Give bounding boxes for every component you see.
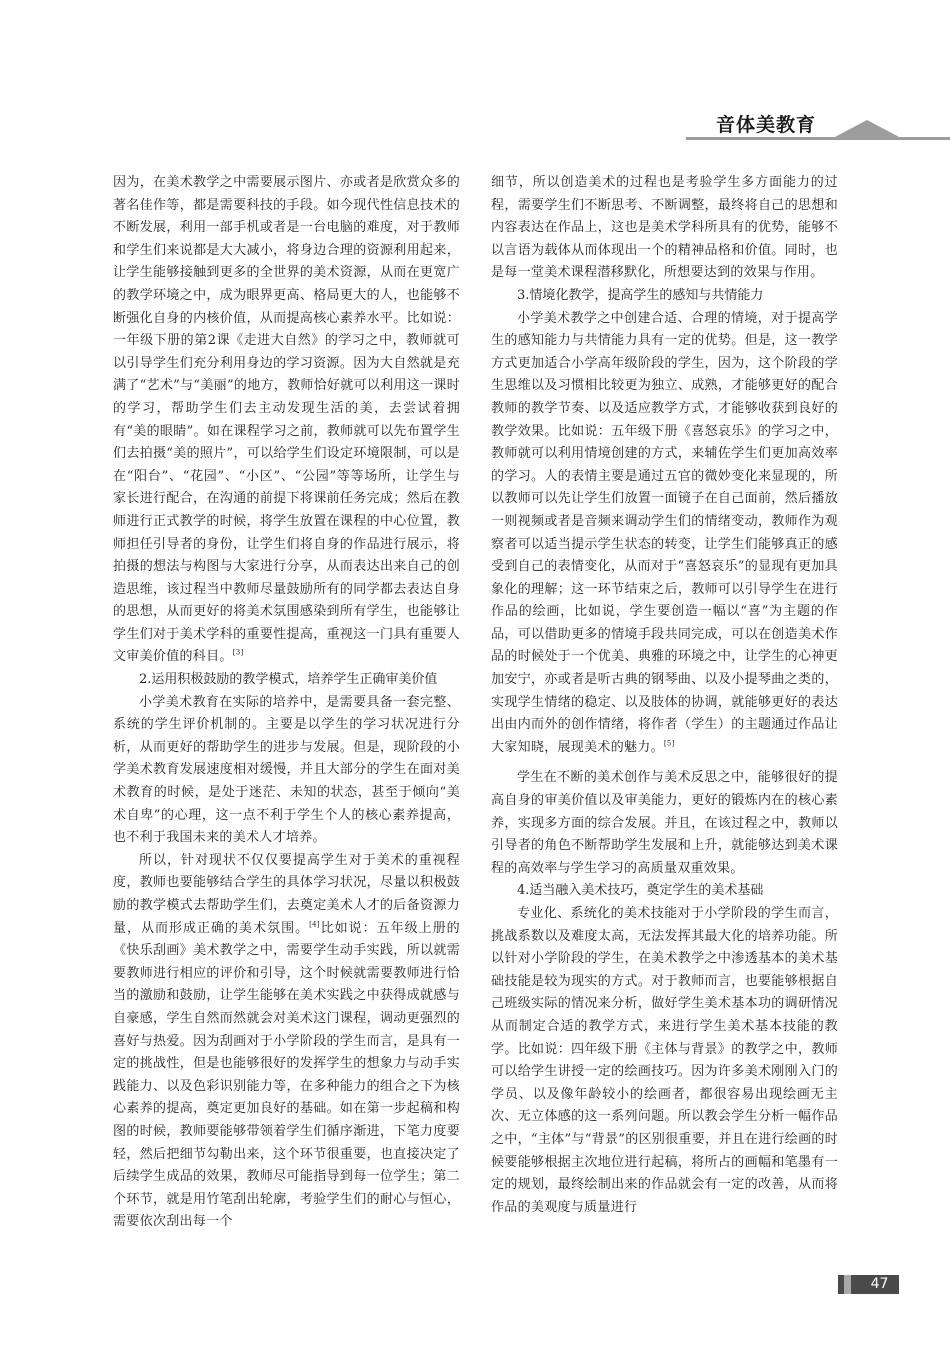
paragraph-text: 比如说：五年级上册的《快乐刮画》美术教学之中，需要学生动手实践，所以就需要教师进行相应的评价和引导，这个时候就需要教师进行恰当的激励和鼓励，让学生能够在美术实践之中获得成就感与自豪感，学生自然而然就会对美术这门课程，调动更强烈的喜好与热爱。因为刮画对于小学阶段的学生而言，是具有一定的挑战性，但是也能够很好的发挥学生的想象力与动手实践能力、以及色彩识别能力等，在多种能力的组合之下为核心素养的提高，奠定更加良好的基础。如在第一步起稿和构图的时候，教师要能够带领着学生们循序渐进，下笔力度要轻，然后把细节勾勒出来，这个环节很重要，也直接决定了后续学生成品的效果，教师尽可能指导到每一位学生；第二个环节，就是用竹笔刮出轮廓，考验学生们的耐心与恒心，需要依次刮出每一个 — [113, 920, 460, 1230]
paragraph — [491, 308, 838, 760]
paragraph: 学生在不断的美术创作与美术反思之中，能够很好的提高自身的审美价值以及审美能力，更好的锻炼内在的核心素养，实现多方面的综合发展。并且，在该过程之中，教师以引导者的角色不断帮助学生发展和上升，就能够达到美术课程的高效率与学生学习的高质量双重效果。 — [491, 770, 838, 876]
citation-mark: [4] — [309, 920, 320, 929]
paragraph: 专业化、系统化的美术技能对于小学阶段的学生而言，挑战系数以及难度太高，无法发挥其最大化的培养功能。所以针对小学阶段的学生，在美术教学之中渗透基本的美术基础技能是较为现实的方式。对于教师而言，也要能够根据自己班级实际的情况来分析，做好学生美术基本功的调研情况从而制定合适的教学方式，来进行学生美术基本技能的教学。比如说：四年级下册《主体与背景》的教学之中，教师可以给学生讲授一定的绘画技巧。因为许多美术刚刚入门的学员、以及像年龄较小的绘画者，都很容易出现绘画无主次、无立体感的这一系列问题。所以教会学生分析一幅作品之中，“主体”与“背景”的区别很重要，并且在进行绘画的时候要能够根据主次地位进行起稿，将所占的画幅和笔墨有一定的规划，最终绘制出来的作品就会有一定的改善，从而将作品的美观度与质量进行 — [491, 906, 838, 1215]
paragraph: 细节，所以创造美术的过程也是考验学生多方面能力的过程，需要学生们不断思考、不断调整，最终将自己的思想和内容表达在作品上，这也是美术学科所具有的优势，能够不以言语为载体从而体现出一个的精神品格和价值。同时，也是每一堂美术课程潜移默化，所想要达到的效果与作用。 — [491, 175, 838, 281]
page-header — [0, 0, 950, 150]
paragraph — [113, 172, 460, 669]
section-title: 音体美教育 — [716, 114, 817, 136]
section-heading: 4.适当融入美术技巧，奠定学生的美术基础 — [517, 883, 764, 899]
citation-mark: [3] — [232, 649, 244, 658]
page-number: 47 — [870, 1276, 889, 1292]
section-heading: 2.运用积极鼓励的教学模式，培养学生正确审美价值 — [139, 672, 438, 688]
section-heading: 3.情境化教学，提高学生的感知与共情能力 — [517, 287, 764, 303]
left-column — [113, 172, 460, 1234]
paragraph: 小学美术教育在实际的培养中，是需要具备一套完整、系统的学生评价机制的。主要是以学生的学习状况进行分析，从而更好的帮助学生的进步与发展。但是，现阶段的小学美术教育发展速度相对缓慢，并且大部分的学生在面对美术教育的时候，是处于迷茫、未知的状态，甚至于倾向“美术自卑”的心理，这一点不利于学生个人的核心素养提高，也不利于我国未来的美术人才培养。 — [113, 694, 460, 846]
right-column — [491, 172, 838, 1219]
citation-mark: [5] — [663, 739, 675, 748]
paragraph-text: 小学美术教学之中创建合适、合理的情境，对于提高学生的感知能力与共情能力具有一定的优势。但是，这一教学方式更加适合小学高年级阶段的学生，因为，这个阶段的学生思维以及习惯相比较更为独立、成熟，才能够更好的配合教师的教学节奏、以及适应教学方式，才能够收获到良好的教学效果。比如说：五年级下册《喜怒哀乐》的学习之中，教师就可以利用情境创建的方式，来辅佐学生们更加高效率的学习。人的表情主要是通过五官的微妙变化来显现的，所以教师可以先让学生们放置一面镜子在自己面前，然后播放一则视频或者是音频来调动学生们的情绪变动，教师作为观察者可以适当提示学生状态的转变，让学生们能够真正的感受到自己的表情变化，从而对于“喜怒哀乐”的显现有更加具象化的理解；这一环节结束之后，教师可以引导学生在进行作品的绘画，比如说，学生要创造一幅以“喜”为主题的作品，可以借助更多的情境手段共同完成，可以在创造美术作品的时候处于一个优美、典雅的环境之中，让学生的心神更加安宁，亦或者是听古典的钢琴曲、以及小提琴曲之类的，实现学生情绪的稳定、以及肢体的协调，就能够更好的表达出由内而外的创作情绪，将作者（学生）的主题通过作品让大家知晓，展现美术的魅力。 — [491, 310, 838, 755]
header-triangle-decoration — [833, 120, 901, 138]
paragraph — [113, 850, 460, 1234]
paragraph-text: 因为，在美术教学之中需要展示图片、亦或者是欣赏众多的著名佳作等，都是需要科技的手段。如今现代性信息技术的不断发展，利用一部手机或者是一台电脑的难度，对于教师和学生们来说都是大大减小，将身边合理的资源利用起来，让学生能够接触到更多的全世界的美术资源，从而在更宽广的教学环境之中，成为眼界更高、格局更大的人，也能够不断强化自身的内核价值，从而提高核心素养水平。比如说：一年级下册的第2课《走进大自然》的学习之中，教师就可以引导学生们充分利用身边的学习资源。因为大自然就是充满了“艺术”与“美丽”的地方，教师恰好就可以利用这一课时的学习，帮助学生们去主动发现生活的美，去尝试着拥有“美的眼睛”。如在课程学习之前，教师就可以先布置学生们去拍摄“美的照片”，可以给学生们设定环境限制，可以是在“阳台”、“花园”、“小区”、“公园”等等场所，让学生与家长进行配合，在沟通的前提下将课前任务完成；然后在教师进行正式教学的时候，将学生放置在课程的中心位置，教师担任引导者的身份，让学生们将自身的作品进行展示，将拍摄的想法与构图与大家进行分享，从而表达出来自己的创造思维，该过程当中教师尽量鼓励所有的同学都去表达自身的思想，从而更好的将美术氛围感染到所有学生，也能够让学生们对于美术学科的重要性提高，重视这一门具有重要人文审美价值的科目。 — [113, 175, 460, 665]
header-rule — [686, 137, 950, 140]
paragraph-text: 所以，针对现状不仅仅要提高学生对于美术的重视程度，教师也要能够结合学生的具体学习状况，尽量以积极鼓励的教学模式去帮助学生们，去奠定美术人才的后备资源力量，从而形成正确的美术氛围。 — [113, 852, 460, 936]
page-number-stripe — [844, 1275, 851, 1294]
paragraph-gap — [491, 759, 838, 767]
